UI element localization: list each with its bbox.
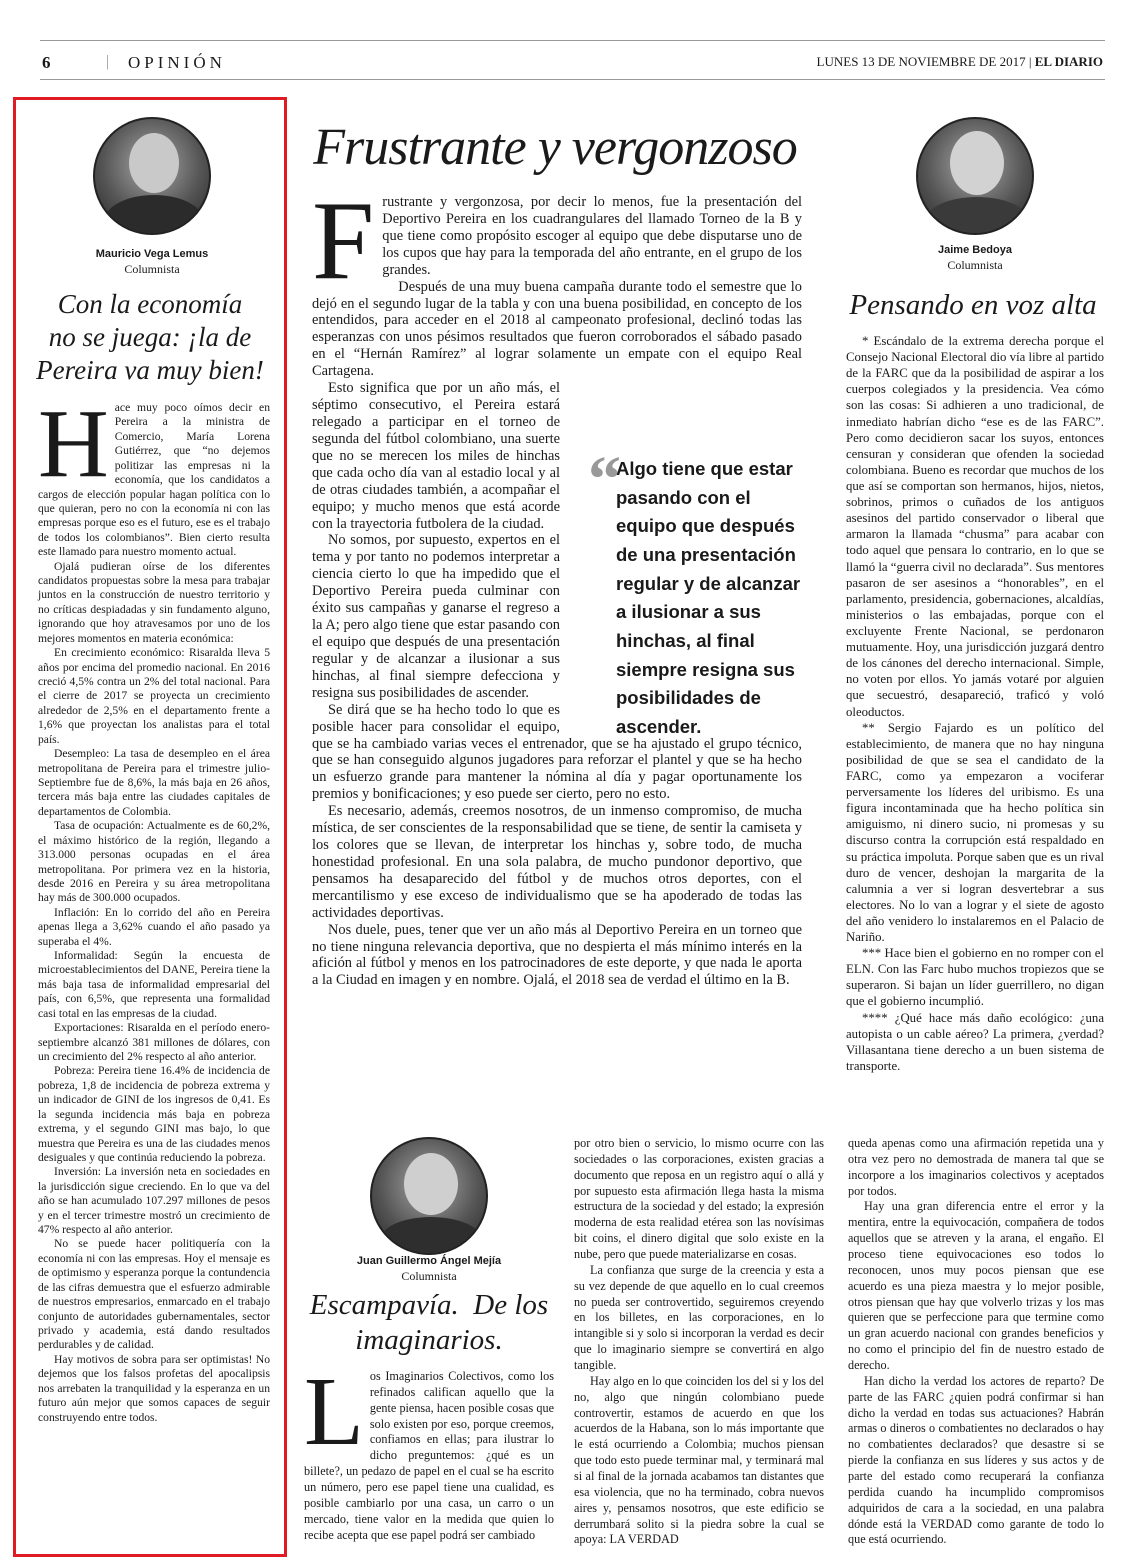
bottom-article-col1: [304, 1358, 554, 1543]
article-paragraph: No somos, por supuesto, expertos en el tema y por tanto no podemos interpretar a ciencia cierto lo que ha impedido que el Deportivo Pereira pueda culminar con éxito sus campañas y ganarse el regreso a la A; pero algo tiene que estar pasando con el equipo que después de una presentación regular y de alcanzar a ilusionar a sus hinchas, al final siempre defecciona y resigna sus posibilidades de ascender.: [312, 532, 560, 701]
article-paragraph: Es necesario, además, creemos nosotros, de un inmenso compromiso, de mucha mística, de ser conscientes de la responsabilidad que se tiene, de sentir la camiseta y los colores que se llevan, de interpretar los hinchas y, sobre todo, de mucha honestidad profesional. En una sola palabra, de mucho pundonor deportivo, que pensamos ha desaparecido del fútbol y de muchos otros deportes, con el mercantilismo y ese exceso de individualismo que se ha apoderado de todas las actividades deportivas.: [312, 803, 802, 921]
section-name: OPINIÓN: [128, 53, 226, 72]
drop-cap: H: [38, 390, 109, 498]
left-headline-line: no se juega: ¡la de: [48, 321, 252, 352]
article-paragraph: Después de una muy buena campaña durante todo el semestre que lo dejó en el segundo lugar de la tabla y con una buena posibilidad, en concepto de los entendidos, para acceder en el 2018 al campeonato profesional, declinó todas las esperanzas con unos pésimos resultados que fueron corroborados el sábado pasado en el “Hernán Ramírez” al lograr solamente un empate con el equipo Real Cartagena.: [312, 278, 802, 380]
article-paragraph: Inversión: La inversión neta en sociedades en la jurisdicción sigue creciendo. En lo que va del año se han acumulado 107.297 millones de pesos y en el tercer trimestre mostró un crecimiento de 47% respecto al año anterior.: [38, 1165, 270, 1237]
bottom-headline-line: Escampavía. De los: [309, 1289, 549, 1321]
article-paragraph: [38, 390, 270, 560]
photo-face-shape: [950, 131, 1004, 195]
article-paragraph: En crecimiento económico: Risaralda lleva 5 años por encima del promedio nacional. En 2016 creció 4,5% contra un 2% del total nacional. Para el cierre de 2017 se proyecta un crecimiento alrededor de 2,5% en el departamento frente a 1,6% que proyectan los analistas para el total país.: [38, 646, 270, 746]
article-text: rustrante y vergonzosa, por decir lo menos, fue la presentación del Deportivo Pereira en los cuadrangulares del llamado Torneo de la B y que tiene como propósito escoger al equipo que debe disputarse uno de los cupos que hay para la temporada del año entrante, en el grupo de los grandes.: [382, 194, 802, 278]
bottom-headline: [296, 1288, 562, 1359]
left-headline-line: Pereira va muy bien!: [36, 354, 264, 385]
article-paragraph: La confianza que surge de la creencia y esta a su vez depende de que aquello en lo cual creemos no pueda ser controvertido, seguiremos creyendo en los billetes, en las corporaciones, en lo intangible si y solo si incorporan la verdad es decir que lo imaginario siempre se convertirá en algo tangible.: [574, 1262, 824, 1373]
article-paragraph: [312, 179, 802, 303]
article-paragraph: Exportaciones: Risaralda en el período enero-septiembre alcanzó 381 millones de dólares, con un crecimiento del 2% respecto al año anterior.: [38, 1021, 270, 1063]
author-photo-juan: [370, 1137, 488, 1255]
article-paragraph: Hay algo en lo que coinciden los del si y los del no, algo que ningún colombiano puede controvertir, estamos de acuerdo en que los acuerdos de la Habana, son lo más importante que le está ocurriendo a Colombia; muchos piensan que todo esto puede terminar mal, y terminará mal si al final de la jornada acabamos tan distantes que esa violencia, que no ha terminado, cobra nuevos aires y, pensamos nosotros, que este edificio se derrumbará solito si la piedra sobre la cual se apoya: LA VERDAD: [574, 1373, 824, 1547]
pullquote-text: Algo tiene que estar pasando con el equipo que después de una presentación regular y de alcanzar a ilusionar a sus hinchas, al final siempre resigna sus posibilidades de ascender.: [616, 458, 801, 738]
article-paragraph: Se dirá que se ha hecho todo lo que es posible hacer para consolidar el equipo, que se ha cambiado varias veces el entrenador, que se ha ajustado el grupo técnico, que se han conseguido algunos jugadores para reforzar el plantel y que se ha hecho un esfuerzo grande para mantener la nómina al día y pagar oportunamente los premios y bonificaciones; y eso puede ser cierto, pero no esto.: [312, 701, 802, 803]
article-paragraph: [304, 1358, 554, 1543]
article-text: ace muy poco oímos decir en Pereira a la ministra de Comercio, María Lorena Gutiérrez, que “no dejemos politizar las empresas ni la economía, que los candidatos a cargos de elección popular hagan política con lo que quieran, pero no con la economía ni con las empresas porque eso es el futuro, ese es el trabajo de todos los colombianos”. Bien cierto resulta este llamado para nuestro momento actual.: [38, 401, 270, 559]
bottom-article-col2: [574, 1136, 824, 1548]
author-photo-mauricio: [93, 117, 211, 235]
header-date-line: [817, 54, 1103, 70]
quote-mark-icon: “: [588, 443, 621, 516]
article-paragraph: Hay una gran diferencia entre el error y la mentira, entre la equivocación, compañera de todos aquellos que se atreven y la arana, el engaño. El proceso tiene equivocaciones eso todos lo reconocen, unos muy pocos piensan que ese acuerdo es una pieza maestra y lo mejor posible, otros piensan que hay que volverlo trizas y los mas quieren que se perfeccione para que termine como un gran acuerdo nacional con grandes beneficios y no como el principio del fin de nuestro estado de derecho.: [848, 1199, 1104, 1373]
article-paragraph: Pobreza: Pereira tiene 16.4% de incidencia de pobreza, 1,8 de incidencia de pobreza extrema y un indicador de GINI de los ingresos de 0,41. Es la segunda incidencia más baja en pobreza extrema, y el segundo GINI mas bajo, lo que muestra que Pereira es una de las ciudades menos desiguales y que continúa reduciendo la pobreza.: [38, 1064, 270, 1164]
header-date-separator: |: [1028, 54, 1032, 69]
article-paragraph: por otro bien o servicio, lo mismo ocurre con las sociedades o las corporaciones, existen gracias a documento que reposa en un registro aquí o allá y por supuesto esta afirmación llega hasta la misma estructura de la sociedad y del estado; la expresión moderna de esta realidad etérea son las novísimas bit coins, el dinero digital que solo existe en la nube, pero que puede materializarse en cosas.: [574, 1136, 824, 1262]
right-article-body: [846, 333, 1104, 1074]
left-headline: [22, 288, 278, 387]
pullquote: [588, 443, 810, 742]
bottom-headline-line: imaginarios.: [355, 1324, 503, 1357]
photo-face-shape: [129, 133, 179, 193]
page-header: [40, 40, 1105, 80]
byline-left: [60, 248, 244, 277]
photo-body-shape: [380, 1217, 482, 1255]
left-headline-line: Con la economía: [57, 289, 243, 319]
article-paragraph: Desempleo: La tasa de desempleo en el área metropolitana de Pereira para el trimestre julio-Septiembre fue de 8,6%, la más baja en 26 años, tercera más baja entre las ciudades capitales de departamentos de Colombia.: [38, 747, 270, 818]
article-paragraph: queda apenas como una afirmación repetida una y otra vez pero no demostrada de manera tal que se incorpore a los imaginarios colectivos y aceptados por todos.: [848, 1136, 1104, 1198]
article-paragraph: Informalidad: Según la encuesta de microestablecimientos del DANE, Pereira tiene la más baja tasa de informalidad empresarial del país, con 6,5%, que representa una formalidad casi total en las empresas de la ciudad.: [38, 949, 270, 1020]
byline-right: [882, 244, 1068, 273]
article-paragraph: Tasa de ocupación: Actualmente es de 60,2%, el máximo histórico de la región, llegando a 313.000 personas ocupadas en el área metropolitana. Por primera vez en la historia, desde 2016 en Pereira y su área metropolitana hay más de 300.000 ocupados.: [38, 819, 270, 905]
photo-body-shape: [105, 195, 203, 235]
article-paragraph: * Escándalo de la extrema derecha porque el Consejo Nacional Electoral dio vía libre al partido de la FARC que da la posibilidad de aspirar a los cuerpos colegiados y la presidencia. Vea cómo son las cosas: Si adhieren a uno tradicional, de inmediato habrían dicho “ese es de las FARC”. Pero como decidieron sacar los suyos, entonces censuran y consideran que ofenden la sociedad colombiana. Bueno es recordar que muchos de los que así se comportan son hermanos, hijos, nietos, sobrinos, primos o cuñados de los antiguos asesinos del partido conservador o liberal que armaron la llamada “chusma” para acabar con todo aquel que pensara lo contrario, en lo que se llamó la “guerra civil no declarada”. Sus mentores pasaron de ser asesinos a “honorables”, en el parlamento, presidencia, gobernaciones, alcaldías, ministerios o las embajadas, porque con el excluyente Frente Nacional, se perdonaron mutuamente. Hoy, una jurisdicción juzgará dentro de los cánones del derecho internacional. Simple, no voten por ellos. Yo jamás votaré por alguien que secuestró, desapareció, traficó y voló oleoductos.: [846, 334, 1104, 719]
header-separator: |: [106, 53, 110, 70]
article-paragraph: Hay motivos de sobra para ser optimistas! No dejemos que los falsos profetas del apocalipsis nos arrebaten la tranquilidad y la esperanza en un futuro aún mejor que somos capaces de seguir construyendo entre todos.: [38, 1352, 270, 1424]
author-name: Mauricio Vega Lemus: [95, 248, 209, 260]
byline-bottom: [332, 1255, 526, 1284]
author-role: Columnista: [401, 1269, 457, 1283]
article-text: Esto significa que por un año más, el séptimo consecutivo, el Pereira estará relegado a participar en el torneo de segunda del fútbol colombiano, una suerte que no se merecen los miles de hinchas que cada ocho día van al estadio local y al de otras ciudades también, a acompañar el equipo; y mucho menos que está acorde con la trayectoria futbolera de la ciudad.: [312, 380, 560, 532]
newspaper-name: EL DIARIO: [1034, 54, 1103, 69]
drop-cap: L: [304, 1358, 364, 1466]
right-headline: Pensando en voz alta: [849, 289, 1097, 321]
photo-face-shape: [404, 1153, 458, 1215]
article-paragraph: No se puede hacer politiquería con la economía ni con las empresas. Hoy el mensaje es de optimismo y esperanza porque la contundencia de las cifras demuestra que el esfuerzo admirable de nuestros empresarios, enmarcado en el trabajo conjunto de autoridades gubernamentales, sector privado y academia, está dando resultados perdurables y de calidad.: [38, 1237, 270, 1352]
photo-body-shape: [926, 197, 1028, 235]
article-paragraph: Ojalá pudieran oírse de los diferentes candidatos propuestas sobre la mesa para trabajar juntos en la construcción de nuestro territorio y no críticas despiadadas y sin fundamento alguno, ignorando que hoy atravesamos por uno de los mejores momentos en materia económica:: [38, 559, 270, 645]
article-paragraph: Nos duele, pues, tener que ver un año más al Deportivo Pereira en un torneo que no tiene ninguna relevancia deportiva, que no despierta el más mínimo interés en la afición al fútbol y menos en los patrocinadores de este deporte, y que nada le aporta a la Ciudad en imagen y en nombre. Ojalá, el 2018 sea de verdad el último en la B.: [312, 921, 802, 989]
center-headline: Frustrante y vergonzoso: [313, 119, 797, 176]
article-paragraph: **** ¿Qué hace más daño ecológico: ¿una autopista o un cable aéreo? La primera, ¿verdad? Villasantana tiene derecho a un buen sistema de transporte.: [846, 1010, 1104, 1073]
left-article-body: [38, 390, 270, 1425]
author-name: Jaime Bedoya: [938, 244, 1012, 256]
bottom-article-col3: [848, 1136, 1104, 1548]
page-number: 6: [42, 53, 51, 72]
author-photo-jaime: [916, 117, 1034, 235]
author-name: Juan Guillermo Ángel Mejía: [356, 1255, 502, 1267]
author-role: Columnista: [947, 258, 1003, 272]
article-paragraph: ** Sergio Fajardo es un político del establecimiento, de manera que no hay ninguna posibilidad de que se sea el candidato de la FARC, como ya empezaron a vociferar perversamente los líderes del uribismo. Es una figura incontaminada que ha hecho política sin amiguismo, ni dinero sucio, ni promesas y su discurso contra la corrupción está respaldado en su práctica impoluta. Porque saben que es un rival duro de vencer, deshojan la margarita de la calumnia a ver si logran desvertebrar a sus electores. No lo van a lograr y el siete de agosto del año venidero lo instalaremos en el Palacio de Nariño.: [846, 720, 1104, 945]
article-text: os Imaginarios Colectivos, como los refinados califican aquello que la gente piensa, hacen posible cosas que solo existen por eso, porque creemos, confiamos en ellas; para ilustrar lo dicho preguntemos: ¿qué es un billete?, un pedazo de papel en el cual se ha escrito un número, pero ese papel tiene una cualidad, es posible cambiarlo por una casa, un carro o un mercado, tiene valor en la medida que quien lo recibe acepta que ese papel podrá ser cambiado: [304, 1369, 554, 1542]
drop-cap: F: [312, 179, 375, 303]
author-role: Columnista: [124, 262, 180, 276]
article-paragraph: *** Hace bien el gobierno en no romper con el ELN. Con las Farc hubo muchos tropiezos que se superaron. Si bajan un líder guerrillero, no digan que el gobierno incumplió.: [846, 946, 1104, 1009]
article-paragraph: Inflación: En lo corrido del año en Pereira apenas llega a 3,62% cuando el año pasado ya superaba el 4%.: [38, 905, 270, 948]
article-paragraph: Han dicho la verdad los actores de reparto? De parte de las FARC ¿quien podrá confirmar si han dicho la verdad en todas sus actuaciones? Habrán armas o dineros o combatientes no declarados o hay no combatientes declarados? que desastre si se pierde la confianza en sus líderes y sus actos y de parte del estado como recuperará la confianza perdida cuando ha incumplido compromisos adquiridos de cara a la sociedad, en una palabra dónde está la VERDAD como garante de todo lo que está ocurriendo.: [848, 1373, 1104, 1547]
header-date: LUNES 13 DE NOVIEMBRE DE 2017: [816, 54, 1026, 69]
